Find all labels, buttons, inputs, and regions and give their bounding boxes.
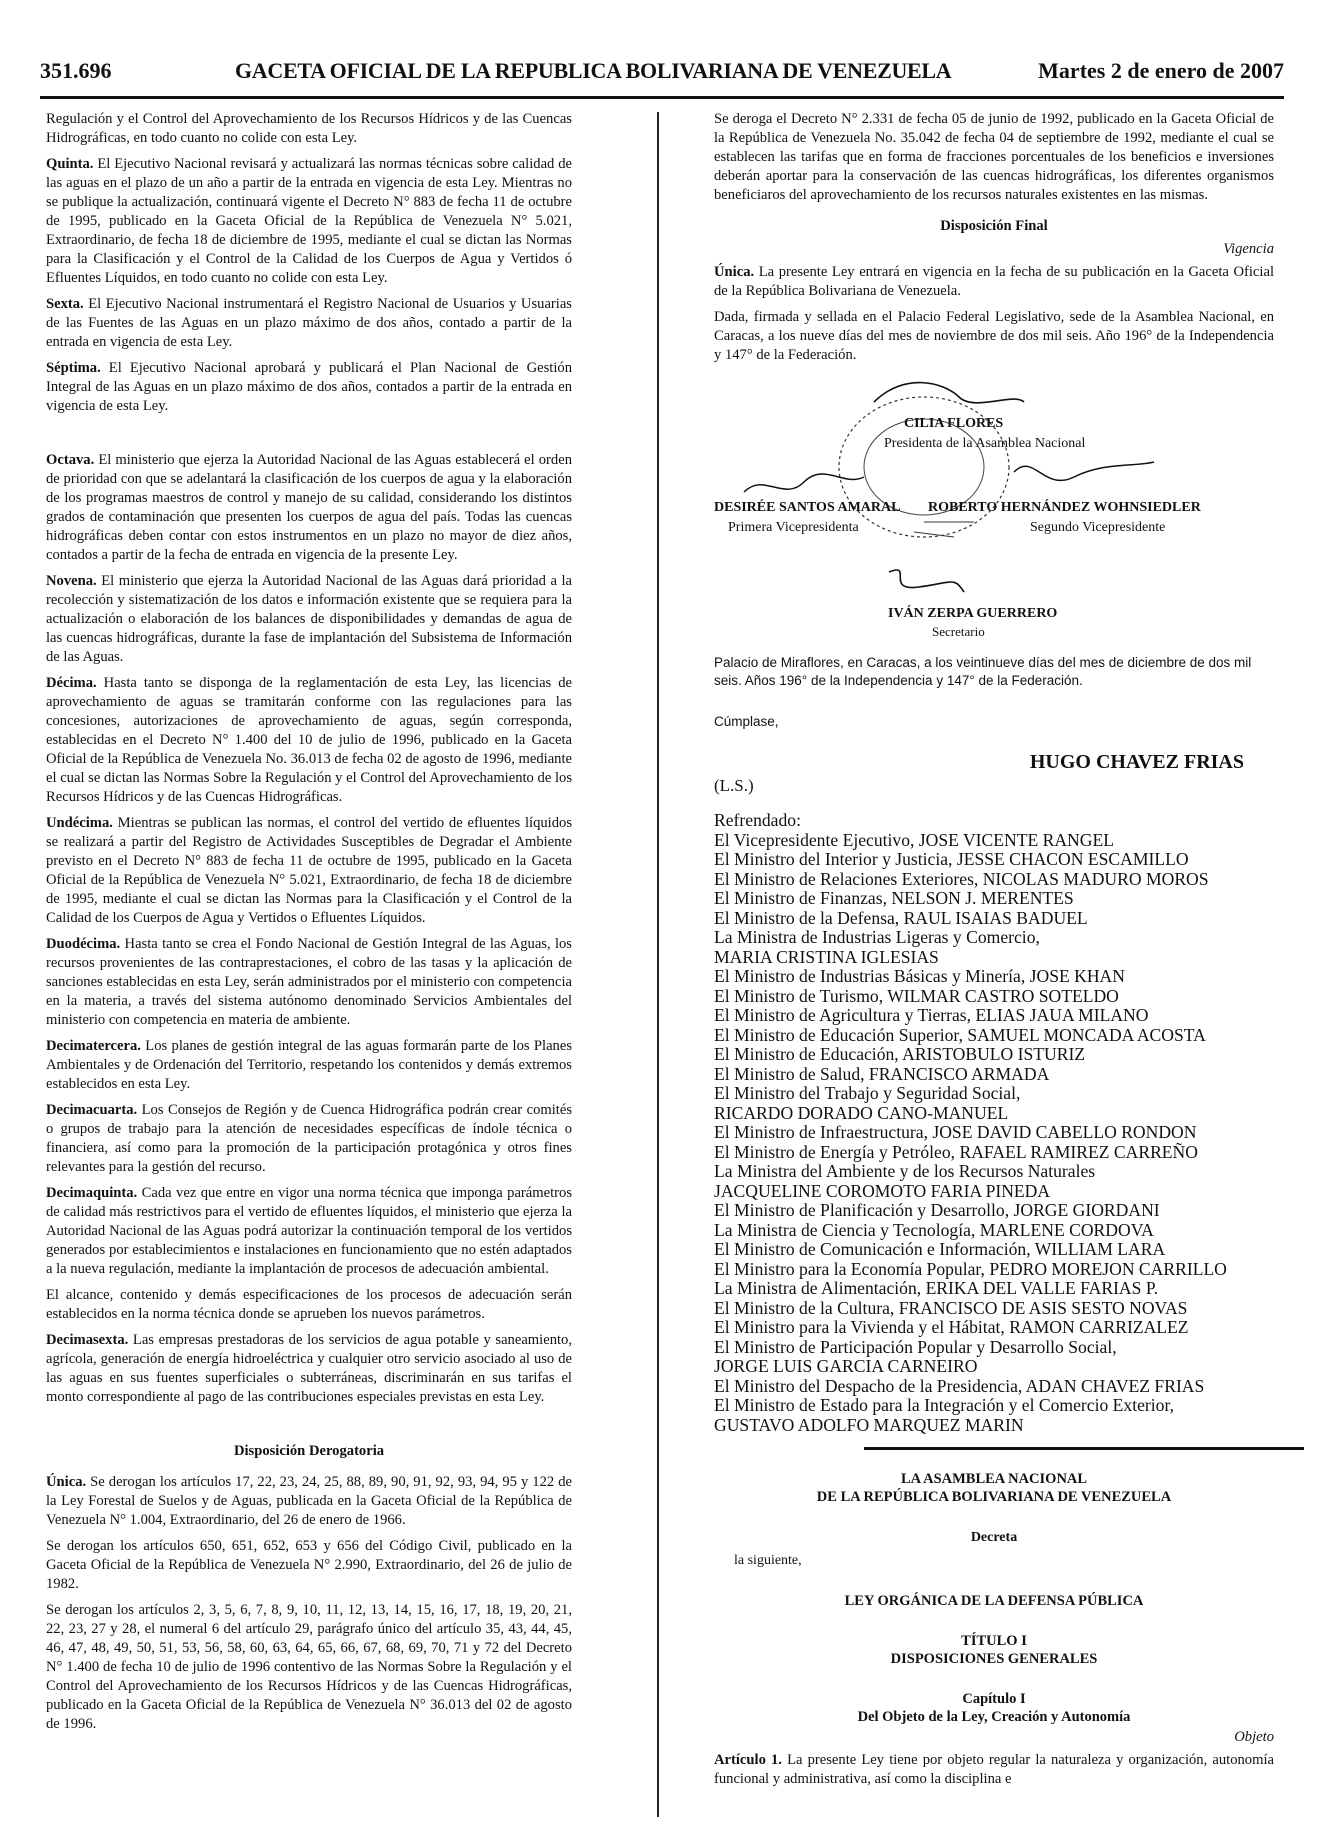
minister-line: El Ministro de Turismo, WILMAR CASTRO SOTELDO — [714, 985, 1119, 1006]
minister-line: RICARDO DORADO CANO-MANUEL — [714, 1102, 1009, 1123]
gazette-header — [40, 56, 1284, 99]
provision-septima: Séptima. El Ejecutivo Nacional aprobará y publicará el Plan Nacional de Gestión Integral de las Aguas en un plazo máximo de dos años, contados a partir de la entrada en vigencia de esta Ley. — [46, 360, 572, 414]
minister-line: El Ministro de Agricultura y Tierras, ELIAS JAUA MILANO — [714, 1005, 1149, 1025]
vigencia-label: Vigencia — [1223, 241, 1274, 257]
spacer — [46, 423, 572, 451]
provision-sexta: Sexta. El Ejecutivo Nacional instrumentará el Registro Nacional de Usuarios y Usuarias de las Fuentes de las Aguas en un plazo máximo de dos años, contado a partir de la entrada en vigencia de esta Ley. — [46, 296, 572, 350]
signatory-name: CILIA FLORES — [904, 416, 1004, 431]
provision-quinta: Quinta. El Ejecutivo Nacional revisará y actualizará las normas técnicas sobre calidad de las aguas en el plazo de un año a partir de la entrada en vigencia de esta Ley. Mientras no se publique la actualización, continuará vigente el Decreto N° 883 de fecha 11 de octubre de 1995, publicado en la Gaceta Oficial de la República de Venezuela N° 5.021, Extraordinario, de fecha 18 de diciembre de 1995, mediante el cual se dictan las Normas para la Clasificación y el Control de la Calidad de los Cuerpos de Agua y Vertidos ó Efluentes Líquidos, en todo cuanto no colide con esta Ley. — [46, 156, 572, 286]
cumplase: Cúmplase, — [714, 714, 779, 729]
minister-line: El Ministro del Despacho de la Presidencia, ADAN CHAVEZ FRIAS — [714, 1375, 1205, 1396]
signatory-role: Primera Vicepresidenta — [728, 520, 859, 535]
derogation-decree: Se derogan los artículos 2, 3, 5, 6, 7, 8, 9, 10, 11, 12, 13, 14, 15, 16, 17, 18, 19, 20, 21, 22, 23, 27 y 28, el numeral 6 del artículo 29, parágrafo único del artículo 35, 43, 44, 45, 46, 47, 48, 49, 50, 51, 53, 56, 58, 60, 63, 64, 65, 66, 67, 68, 69, 70, 71 y 72 del Decreto N° 1.400 de fecha 10 de julio de 1996 contentivo de las Normas Sobre la Regulación y el Control del Aprovechamiento de los Recursos Hídricos y de las Cuencas Hidrográficas, publicado en la Gaceta Oficial de la República de Venezuela N° 36.013 del 02 de agosto de 1996. — [46, 1602, 572, 1732]
refrendado-label: Refrendado: — [714, 810, 801, 830]
page-number: 351.696 — [40, 58, 112, 83]
right-column — [714, 110, 1274, 1796]
miraflores-note: Palacio de Miraflores, en Caracas, a los veintinueve días del mes de diciembre de dos mil seis. Años 196° de la Independencia y 147° de la Federación. — [714, 655, 1252, 688]
decreta-label: Decreta — [970, 1530, 1018, 1545]
signatory-name: DESIRÉE SANTOS AMARAL — [714, 500, 901, 515]
objeto-label: Objeto — [1234, 1729, 1274, 1745]
derogatory-heading: Disposición Derogatoria — [233, 1443, 385, 1459]
provision-decima: Décima. Hasta tanto se disponga de la reglamentación de esta Ley, las licencias de aprovechamiento de aguas se tramitarán conforme con las regulaciones para las concesiones, autorizaciones de aprovechamiento de aguas, según corresponda, establecidas en el Decreto N° 1.400 del 10 de julio de 1996, publicado en la Gaceta Oficial de la República de Venezuela No. 36.013 de fecha 02 de agosto de 1996, mediante el cual se dictan las Normas Sobre la Regulación y el Control del Aprovechamiento de los Recursos Hídricos y de las Cuencas Hidrográficas. — [46, 675, 572, 805]
signatory-name: ROBERTO HERNÁNDEZ WOHNSIEDLER — [928, 500, 1201, 515]
minister-line: El Ministro de Educación Superior, SAMUEL MONCADA ACOSTA — [714, 1024, 1206, 1045]
provision-novena: Novena. El ministerio que ejerza la Autoridad Nacional de las Aguas dará prioridad a la recolección y sistematización de los datos e información existente que se requiera para la actualización o elaboración de los balances de disponibilidades y demandas de agua de las cuencas hidrográficas, durante la fase de implantación del Subsistema de Información de las Aguas. — [46, 573, 572, 665]
minister-line: El Ministro de Planificación y Desarrollo, JORGE GIORDANI — [714, 1200, 1160, 1220]
provision-duodecima: Duodécima. Hasta tanto se crea el Fondo Nacional de Gestión Integral de las Aguas, los recursos provenientes de las contraprestaciones, el cobro de las tasas y la aplicación de sanciones establecidas en esta Ley, serán administrados por el ministerio con competencia en la materia, a través del sistema autónomo denominado Servicios Ambientales del ministerio con competencia en materia de ambiente. — [46, 936, 572, 1028]
left-column — [46, 110, 572, 1741]
article-1: Artículo 1. La presente Ley tiene por objeto regular la naturaleza y organización, autonomía funcional y administrativa, así como la disciplina e — [714, 1752, 1274, 1787]
minister-line: El Ministro de Finanzas, NELSON J. MERENTES — [714, 888, 1074, 908]
minister-line: El Ministro de Industrias Básicas y Minería, JOSE KHAN — [714, 966, 1125, 986]
la-siguiente: la siguiente, — [734, 1553, 802, 1568]
minister-line: El Ministro de Salud, FRANCISCO ARMADA — [714, 1063, 1050, 1084]
titulo-heading: TÍTULO I DISPOSICIONES GENERALES — [890, 1633, 1098, 1667]
final-heading: Disposición Final — [940, 218, 1048, 234]
spacer — [46, 1414, 572, 1442]
minister-line: El Ministro de Infraestructura, JOSE DAVID CABELLO RONDON — [714, 1122, 1197, 1142]
minister-line: El Ministro de Comunicación e Información, WILLIAM LARA — [714, 1239, 1166, 1259]
minister-line: GUSTAVO ADOLFO MARQUEZ MARIN — [714, 1414, 1024, 1435]
minister-line: La Ministra de Ciencia y Tecnología, MARLENE CORDOVA — [714, 1219, 1154, 1240]
minister-line: El Ministro para la Economía Popular, PEDRO MOREJON CARRILLO — [714, 1258, 1227, 1279]
signatory-role: Presidenta de la Asamblea Nacional — [884, 436, 1086, 451]
signatory-role: Secretario — [932, 624, 985, 639]
provision-decimatercera: Decimatercera. Los planes de gestión integral de las aguas formarán parte de los Planes Ambientales y de Ordenación del Territorio, respetando los contenidos y demás extremos establecidos en esta Ley. — [46, 1038, 572, 1092]
assembly-heading: LA ASAMBLEA NACIONAL DE LA REPÚBLICA BOLIVARIANA DE VENEZUELA — [816, 1471, 1172, 1505]
signatory-name: IVÁN ZERPA GUERRERO — [888, 606, 1058, 621]
provision-decimacuarta: Decimacuarta. Los Consejos de Región y de Cuenca Hidrográfica podrán crear comités o grupos de trabajo para la atención de necesidades específicas de índole técnica o financiera, así como para la promoción de la participación protagónica y otros fines relevantes para la gestión del recurso. — [46, 1102, 572, 1175]
law-title: LEY ORGÁNICA DE LA DEFENSA PÚBLICA — [844, 1593, 1144, 1609]
issue-date: Martes 2 de enero de 2007 — [1038, 58, 1284, 83]
minister-line: La Ministra de Industrias Ligeras y Comercio, — [714, 927, 1040, 947]
provision-undecima: Undécima. Mientras se publican las normas, el control del vertido de efluentes líquidos se realizará a partir del Registro de Actividades Susceptibles de Degradar el Ambiente previsto en el Decreto N° 883 de fecha 11 de octubre de 1995, publicado en la Gaceta Oficial de la República de Venezuela N° 5.021, Extraordinario, de fecha 18 de diciembre de 1995, mediante el cual se dictan las Normas para la Clasificación y el Control de la Calidad de los Cuerpos de Agua y Vertidos o Efluentes Líquidos. — [46, 815, 572, 926]
signatory-role: Segundo Vicepresidente — [1030, 520, 1166, 535]
signature-block — [714, 372, 1274, 639]
minister-line: El Ministro del Interior y Justicia, JESSE CHACON ESCAMILLO — [714, 849, 1189, 869]
minister-line: El Ministro de Educación, ARISTOBULO ISTURIZ — [714, 1044, 1086, 1064]
minister-line: El Ministro de Participación Popular y Desarrollo Social, — [714, 1336, 1117, 1357]
minister-line: El Ministro del Trabajo y Seguridad Social, — [714, 1083, 1021, 1103]
paragraph: El alcance, contenido y demás especificaciones de los procesos de adecuación serán establecidos en la norma técnica donde se aprueben los nuevos parámetros. — [46, 1287, 572, 1322]
paragraph: Dada, firmada y sellada en el Palacio Federal Legislativo, sede de la Asamblea Nacional, en Caracas, a los nueve días del mes de noviembre de dos mil seis. Año 196° de la Independencia y 147° de la Federación. — [714, 309, 1274, 363]
minister-line: El Ministro de Energía y Petróleo, RAFAEL RAMIREZ CARREÑO — [714, 1141, 1198, 1162]
minister-line: El Ministro para la Vivienda y el Hábitat, RAMON CARRIZALEZ — [714, 1317, 1189, 1337]
provision-decimasexta: Decimasexta. Las empresas prestadoras de los servicios de agua potable y saneamiento, agrícola, generación de energía hidroeléctrica y cualquier otro servicio asociado al uso de las aguas en sus fuentes superficiales o subterráneas, discriminarán en sus tarifas el monto correspondiente al pago de las contribuciones especiales previstas en esta Ley. — [46, 1332, 572, 1405]
minister-line: MARIA CRISTINA IGLESIAS — [714, 946, 939, 967]
column-divider — [657, 112, 659, 1817]
final-unica: Única. La presente Ley entrará en vigencia en la fecha de su publicación en la Gaceta Oficial de la República Bolivariana de Venezuela. — [714, 264, 1274, 299]
minister-line: El Ministro de la Defensa, RAUL ISAIAS BADUEL — [714, 907, 1088, 928]
capitulo-heading: Capítulo I Del Objeto de la Ley, Creación y Autonomía — [857, 1691, 1131, 1725]
gazette-title: GACETA OFICIAL DE LA REPUBLICA BOLIVARIANA DE VENEZUELA — [235, 58, 952, 83]
provision-octava: Octava. El ministerio que ejerza la Autoridad Nacional de las Aguas establecerá el orden de prioridad con que se adelantará la clasificación de los cuerpos de agua y la elaboración de los programas maestros de control y manejo de su calidad, considerando los distintos grados de contaminación que presenten los cuerpos de agua del país. Todas las cuencas hidrográficas deben contar con estos instrumentos en un plazo no mayor de diez años, contados a partir de la fecha de entrada en vigencia de la presente Ley. — [46, 452, 572, 563]
minister-line: La Ministra de Alimentación, ERIKA DEL VALLE FARIAS P. — [714, 1278, 1159, 1298]
minister-line: JACQUELINE COROMOTO FARIA PINEDA — [714, 1180, 1051, 1201]
minister-line: La Ministra del Ambiente y de los Recursos Naturales — [714, 1161, 1096, 1181]
section-rule — [864, 1447, 1304, 1450]
derogation-civil-code: Se derogan los artículos 650, 651, 652, 653 y 656 del Código Civil, publicado en la Gaceta Oficial de la República de Venezuela N° 2.990, Extraordinario, del 26 de julio de 1982. — [46, 1538, 572, 1592]
minister-line: El Vicepresidente Ejecutivo, JOSE VICENTE RANGEL — [714, 829, 1114, 850]
minister-line: El Ministro de la Cultura, FRANCISCO DE ASIS SESTO NOVAS — [714, 1297, 1188, 1318]
minister-line: El Ministro de Relaciones Exteriores, NICOLAS MADURO MOROS — [714, 868, 1209, 889]
minister-line: JORGE LUIS GARCIA CARNEIRO — [714, 1356, 978, 1376]
president-name: HUGO CHAVEZ FRIAS — [1029, 751, 1244, 773]
ministers-list — [714, 811, 1274, 1435]
provision-decimaquinta: Decimaquinta. Cada vez que entre en vigor una norma técnica que imponga parámetros de calidad más restrictivos para el vertido de efluentes líquidos, el ministerio que ejerza la Autoridad Nacional de las Aguas podrá autorizar la continuación temporal de los vertidos generados por establecimientos e instalaciones en funcionamiento que no estén adaptados a la nueva regulación, mediante la implantación de procesos de adecuación ambiental. — [46, 1185, 572, 1277]
derogation-unica: Única. Se derogan los artículos 17, 22, 23, 24, 25, 88, 89, 90, 91, 92, 93, 94, 95 y 122 de la Ley Forestal de Suelos y de Aguas, publicada en la Gaceta Oficial de la República de Venezuela N° 1.004, Extraordinario, del 26 de enero de 1966. — [46, 1474, 572, 1528]
paragraph: Se deroga el Decreto N° 2.331 de fecha 05 de junio de 1992, publicado en la Gaceta Oficial de la República de Venezuela No. 35.042 de fecha 04 de septiembre de 1992, mediante el cual se establecen las tarifas que en forma de fracciones porcentuales de los beneficios e inversiones deberán aportar para la conservación de las cuencas hidrográficas, los diferentes organismos beneficiaros del aprovechamiento de los recursos naturales existentes en las mismas. — [714, 111, 1274, 203]
paragraph: Regulación y el Control del Aprovechamiento de los Recursos Hídricos y de las Cuencas Hidrográficas, en todo cuanto no colide con esta Ley. — [46, 111, 572, 146]
minister-line: El Ministro de Estado para la Integración y el Comercio Exterior, — [714, 1395, 1175, 1415]
ls-mark: (L.S.) — [714, 776, 754, 795]
